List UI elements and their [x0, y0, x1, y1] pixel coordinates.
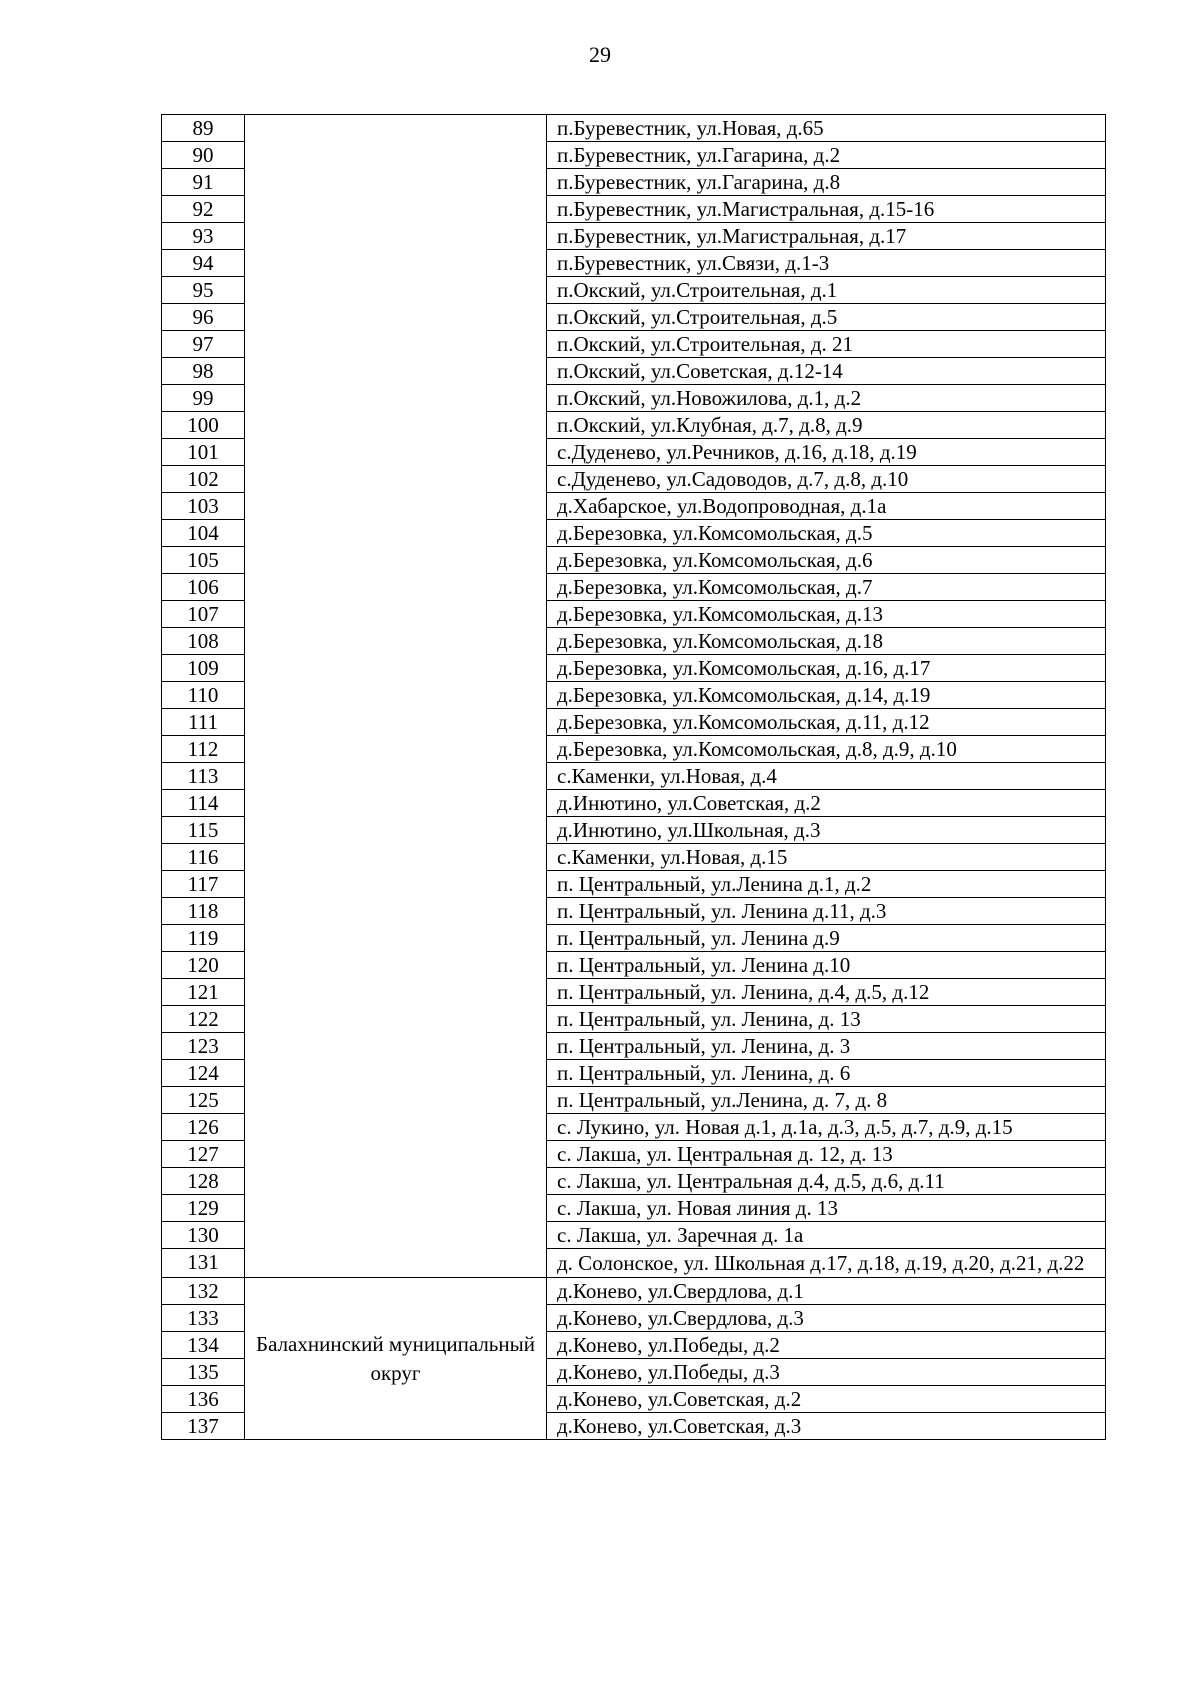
address-cell: п.Окский, ул.Советская, д.12-14	[547, 358, 1106, 385]
address-cell: с. Лакша, ул. Центральная д. 12, д. 13	[547, 1141, 1106, 1168]
row-number: 114	[162, 790, 245, 817]
row-number: 92	[162, 196, 245, 223]
address-cell: д.Хабарское, ул.Водопроводная, д.1а	[547, 493, 1106, 520]
address-cell: с.Каменки, ул.Новая, д.15	[547, 844, 1106, 871]
row-number: 121	[162, 979, 245, 1006]
address-cell: д.Березовка, ул.Комсомольская, д.5	[547, 520, 1106, 547]
row-number: 110	[162, 682, 245, 709]
row-number: 127	[162, 1141, 245, 1168]
address-cell: п. Центральный, ул.Ленина, д. 7, д. 8	[547, 1087, 1106, 1114]
row-number: 120	[162, 952, 245, 979]
row-number: 103	[162, 493, 245, 520]
row-number: 133	[162, 1305, 245, 1332]
address-cell: с.Дуденево, ул.Садоводов, д.7, д.8, д.10	[547, 466, 1106, 493]
address-cell: п.Буревестник, ул.Связи, д.1-3	[547, 250, 1106, 277]
address-cell: п.Буревестник, ул.Магистральная, д.15-16	[547, 196, 1106, 223]
page-number: 29	[589, 42, 611, 67]
row-number: 128	[162, 1168, 245, 1195]
row-number: 119	[162, 925, 245, 952]
address-cell: п. Центральный, ул. Ленина д.11, д.3	[547, 898, 1106, 925]
address-cell: с. Лакша, ул. Новая линия д. 13	[547, 1195, 1106, 1222]
row-number: 105	[162, 547, 245, 574]
address-cell: д.Березовка, ул.Комсомольская, д.14, д.19	[547, 682, 1106, 709]
row-number: 113	[162, 763, 245, 790]
row-number: 100	[162, 412, 245, 439]
row-number: 116	[162, 844, 245, 871]
address-cell: п.Окский, ул.Строительная, д.5	[547, 304, 1106, 331]
row-number: 91	[162, 169, 245, 196]
address-cell: п.Окский, ул.Строительная, д.1	[547, 277, 1106, 304]
address-cell: п.Буревестник, ул.Гагарина, д.8	[547, 169, 1106, 196]
address-table	[161, 114, 1106, 1440]
address-cell: д.Березовка, ул.Комсомольская, д.6	[547, 547, 1106, 574]
address-cell: д. Солонское, ул. Школьная д.17, д.18, д.19, д.20, д.21, д.22	[547, 1249, 1106, 1278]
address-cell: п. Центральный, ул. Ленина, д.4, д.5, д.12	[547, 979, 1106, 1006]
row-number: 107	[162, 601, 245, 628]
address-cell: д.Березовка, ул.Комсомольская, д.8, д.9, д.10	[547, 736, 1106, 763]
address-cell: п.Буревестник, ул.Новая, д.65	[547, 115, 1106, 142]
row-number: 118	[162, 898, 245, 925]
address-cell: д.Инютино, ул.Школьная, д.3	[547, 817, 1106, 844]
row-number: 102	[162, 466, 245, 493]
address-cell: с.Дуденево, ул.Речников, д.16, д.18, д.19	[547, 439, 1106, 466]
row-number: 104	[162, 520, 245, 547]
row-number: 131	[162, 1249, 245, 1278]
address-cell: с. Лакша, ул. Центральная д.4, д.5, д.6, д.11	[547, 1168, 1106, 1195]
row-number: 99	[162, 385, 245, 412]
row-number: 135	[162, 1359, 245, 1386]
row-number: 132	[162, 1278, 245, 1305]
row-number: 125	[162, 1087, 245, 1114]
address-cell: д.Конево, ул.Свердлова, д.1	[547, 1278, 1106, 1305]
row-number: 124	[162, 1060, 245, 1087]
row-number: 130	[162, 1222, 245, 1249]
row-number: 115	[162, 817, 245, 844]
row-number: 94	[162, 250, 245, 277]
table-row	[162, 115, 1106, 142]
table-row	[162, 1278, 1106, 1305]
address-cell: д.Березовка, ул.Комсомольская, д.18	[547, 628, 1106, 655]
address-table-body	[162, 115, 1106, 1440]
address-cell: д.Конево, ул.Советская, д.2	[547, 1386, 1106, 1413]
row-number: 126	[162, 1114, 245, 1141]
row-number: 89	[162, 115, 245, 142]
row-number: 136	[162, 1386, 245, 1413]
address-cell: д.Конево, ул.Свердлова, д.3	[547, 1305, 1106, 1332]
address-cell: п. Центральный, ул.Ленина д.1, д.2	[547, 871, 1106, 898]
address-cell: д.Березовка, ул.Комсомольская, д.7	[547, 574, 1106, 601]
address-cell: д.Инютино, ул.Советская, д.2	[547, 790, 1106, 817]
address-cell: п.Окский, ул.Строительная, д. 21	[547, 331, 1106, 358]
row-number: 112	[162, 736, 245, 763]
row-number: 137	[162, 1413, 245, 1440]
address-cell: д.Конево, ул.Победы, д.2	[547, 1332, 1106, 1359]
row-number: 129	[162, 1195, 245, 1222]
address-cell: д.Конево, ул.Советская, д.3	[547, 1413, 1106, 1440]
row-number: 98	[162, 358, 245, 385]
row-number: 111	[162, 709, 245, 736]
address-cell: п. Центральный, ул. Ленина д.9	[547, 925, 1106, 952]
row-number: 122	[162, 1006, 245, 1033]
row-number: 134	[162, 1332, 245, 1359]
address-cell: п. Центральный, ул. Ленина, д. 13	[547, 1006, 1106, 1033]
address-cell: п.Буревестник, ул.Гагарина, д.2	[547, 142, 1106, 169]
address-cell: с.Каменки, ул.Новая, д.4	[547, 763, 1106, 790]
address-cell: д.Березовка, ул.Комсомольская, д.16, д.17	[547, 655, 1106, 682]
address-cell: п.Окский, ул.Клубная, д.7, д.8, д.9	[547, 412, 1106, 439]
address-cell: д.Березовка, ул.Комсомольская, д.11, д.12	[547, 709, 1106, 736]
row-number: 109	[162, 655, 245, 682]
row-number: 90	[162, 142, 245, 169]
address-cell: п. Центральный, ул. Ленина, д. 6	[547, 1060, 1106, 1087]
row-number: 95	[162, 277, 245, 304]
row-number: 93	[162, 223, 245, 250]
address-cell: п. Центральный, ул. Ленина, д. 3	[547, 1033, 1106, 1060]
address-cell: д.Березовка, ул.Комсомольская, д.13	[547, 601, 1106, 628]
district-cell	[245, 115, 547, 1278]
address-cell: д.Конево, ул.Победы, д.3	[547, 1359, 1106, 1386]
row-number: 123	[162, 1033, 245, 1060]
district-cell: Балахнинский муниципальный округ	[245, 1278, 547, 1440]
row-number: 96	[162, 304, 245, 331]
address-cell: с. Лакша, ул. Заречная д. 1а	[547, 1222, 1106, 1249]
row-number: 106	[162, 574, 245, 601]
address-cell: п.Окский, ул.Новожилова, д.1, д.2	[547, 385, 1106, 412]
row-number: 108	[162, 628, 245, 655]
row-number: 101	[162, 439, 245, 466]
address-cell: п. Центральный, ул. Ленина д.10	[547, 952, 1106, 979]
address-cell: с. Лукино, ул. Новая д.1, д.1а, д.3, д.5, д.7, д.9, д.15	[547, 1114, 1106, 1141]
row-number: 97	[162, 331, 245, 358]
address-cell: п.Буревестник, ул.Магистральная, д.17	[547, 223, 1106, 250]
row-number: 117	[162, 871, 245, 898]
